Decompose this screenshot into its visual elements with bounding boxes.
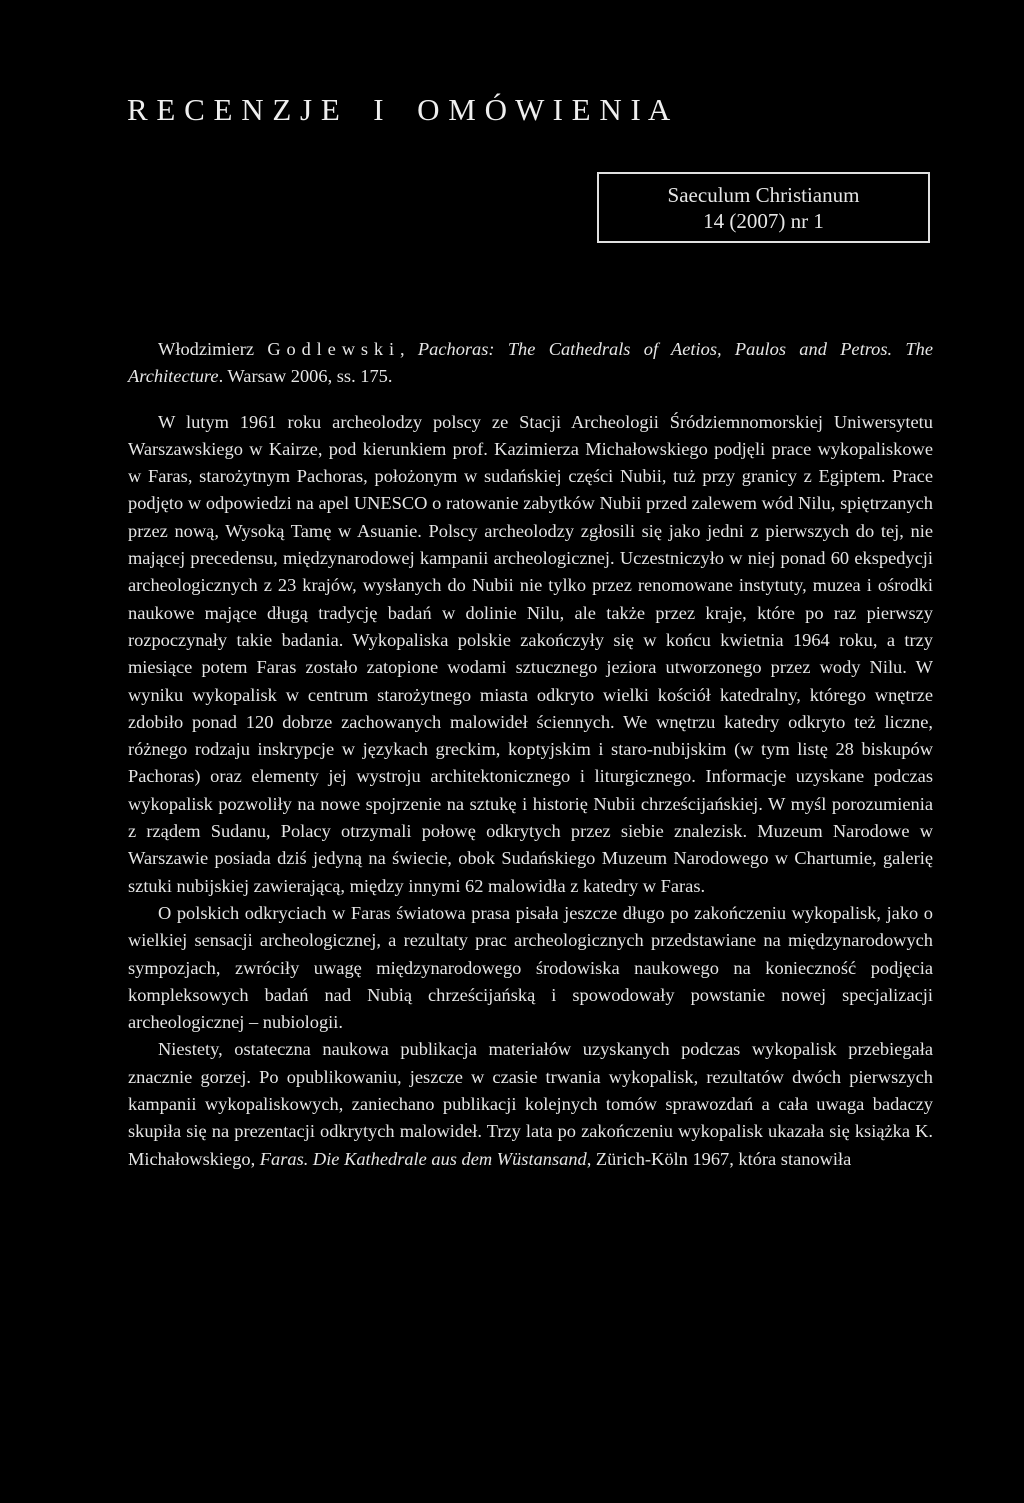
paragraph-1: W lutym 1961 roku archeolodzy polscy ze Stacji Archeologii Śródziemnomorskiej Uniwersytetu Warszawskiego w Kairze, pod kierunkiem prof. Kazimierza Michałowskiego podjęli prace wykopaliskowe w Faras, starożytnym Pachoras, położonym w sudańskiej części Nubii, tuż przy granicy z Egiptem. Prace podjęto w odpowiedzi na apel UNESCO o ratowanie zabytków Nubii przed zalewem wód Nilu, spiętrzanych przez nową, Wysoką Tamę w Asuanie. Polscy archeolodzy zgłosili się jako jedni z pierwszych do tej, nie mającej precedensu, międzynarodowej kampanii archeologicznej. Uczestniczyło w niej ponad 60 ekspedycji archeologicznych z 23 krajów, wysłanych do Nubii nie tylko przez renomowane instytuty, muzea i ośrodki naukowe mające długą tradycję badań w dolinie Nilu, ale także przez kraje, które po raz pierwszy rozpoczynały takie badania. Wykopaliska polskie zakończyły się w końcu kwietnia 1964 roku, a trzy miesiące potem Faras zostało zatopione wodami sztucznego jeziora utworzonego przez wody Nilu. W wyniku wykopalisk w centrum starożytnego miasta odkryto wielki kościół katedralny, którego wnętrze zdobiło ponad 120 dobrze zachowanych malowideł ściennych. We wnętrzu katedry odkryto też liczne, różnego rodzaju inskrypcje w językach greckim, koptyjskim i staro-nubijskim (w tym listę 28 biskupów Pachoras) oraz elementy jej wystroju architektonicznego i liturgicznego. Informacje uzyskane podczas wykopalisk pozwoliły na nowe spojrzenie na sztukę i historię Nubii chrześcijańskiej. W myśl porozumienia z rządem Sudanu, Polacy otrzymali połowę odkrytych przez siebie znalezisk. Muzeum Narodowe w Warszawie posiada dziś jedyną na świecie, obok Sudańskiego Muzeum Narodowego w Chartumie, galerię sztuki nubijskiej zawierającą, między innymi 62 malowidła z katedry w Faras. bbox=[128, 411, 933, 896]
journal-issue: 14 (2007) nr 1 bbox=[703, 209, 824, 233]
paragraph-3-book-title: Faras. Die Kathedrale aus dem Wüstansand bbox=[259, 1148, 587, 1169]
journal-info-box bbox=[597, 172, 930, 243]
paragraph-3-text-b: , Zürich-Köln 1967, która stanowiła bbox=[586, 1148, 852, 1169]
section-heading bbox=[127, 92, 947, 128]
paragraph-3-text-a: Niestety, ostateczna naukowa publikacja materiałów uzyskanych podczas wykopalisk przebiegała znacznie gorzej. Po opublikowaniu, jeszcze w czasie trwania wykopalisk, rezultatów dwóch pierwszych kampanii wykopaliskowych, zaniechano publikacji kolejnych tomów sprawozdań a cała uwaga badaczy skupiła się na prezentacji odkrytych malowideł. Trzy lata po zakończeniu wykopalisk ukazała się książka K. Michałowskiego, bbox=[128, 1039, 933, 1169]
review-body bbox=[128, 336, 933, 1173]
paragraph-2: O polskich odkryciach w Faras światowa prasa pisała jeszcze długo po zakończeniu wykopalisk, jako o wielkiej sensacji archeologicznej, a rezultaty prac archeologicznych przedstawiane na międzynarodowych sympozjach, zwróciły uwagę międzynarodowego środowiska naukowego na konieczność podjęcia kompleksowych badań nad Nubią chrześcijańską i spowodowały powstanie nowej specjalizacji archeologicznej – nubiologii. bbox=[128, 902, 933, 1033]
citation-author-last: Godlewski bbox=[267, 339, 400, 359]
citation-publication: . Warsaw 2006, ss. 175. bbox=[218, 366, 393, 387]
citation-author-first: Włodzimierz bbox=[158, 339, 268, 359]
section-heading-text: R E C E N Z J E I O M Ó W I E N I A bbox=[127, 92, 671, 127]
citation-title: Pachoras: The Cathedrals of Aetios, Paulos and Petros. The Architecture bbox=[128, 339, 934, 387]
paragraph-3 bbox=[128, 1036, 933, 1172]
citation-separator: , bbox=[400, 339, 418, 359]
journal-name: Saeculum Christianum bbox=[667, 183, 860, 207]
bibliographic-citation bbox=[128, 336, 933, 391]
